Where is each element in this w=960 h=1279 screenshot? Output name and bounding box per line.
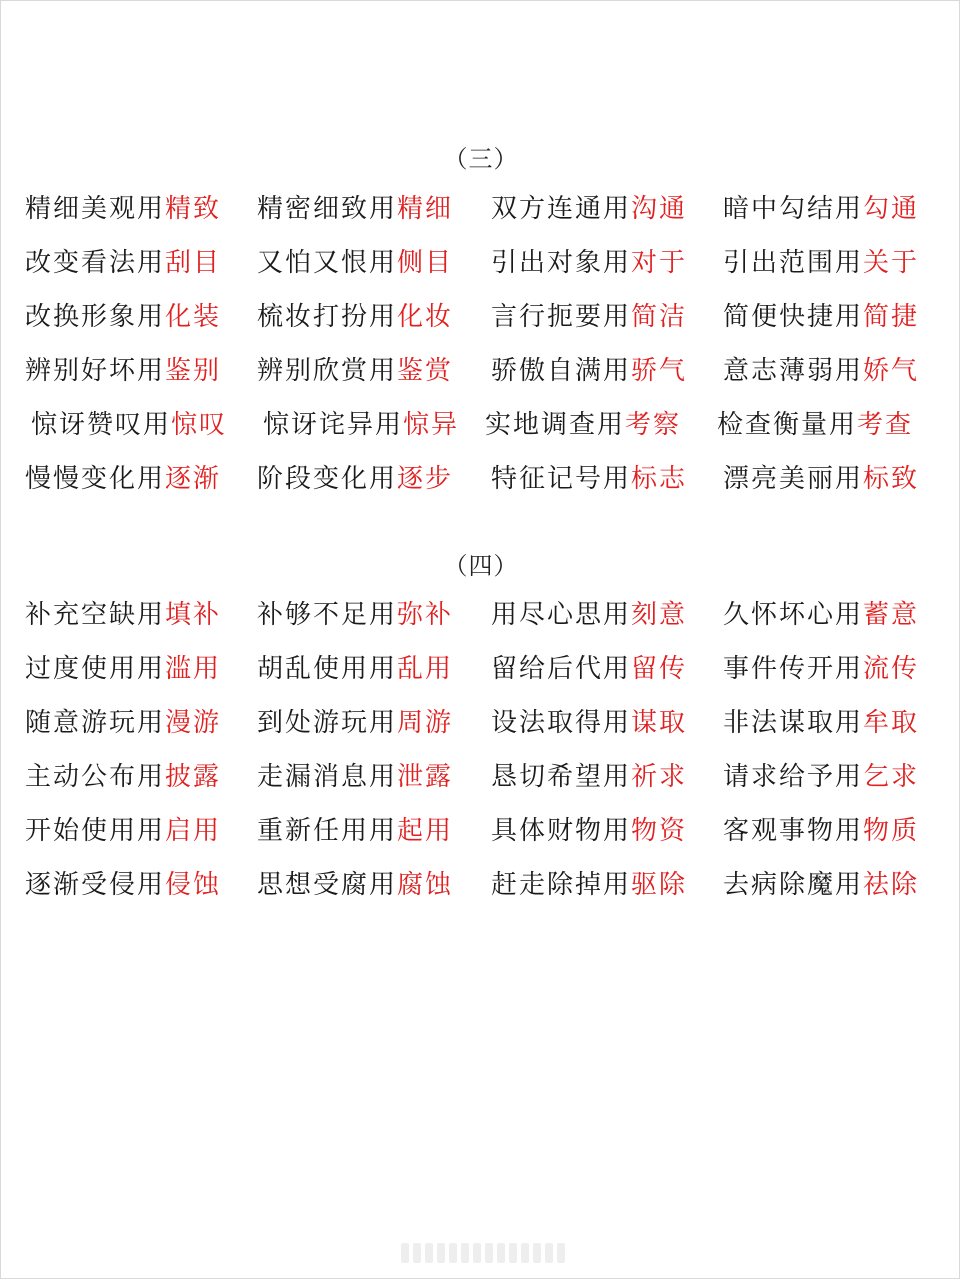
target-word: 精细	[397, 194, 454, 224]
target-word: 对于	[631, 248, 688, 278]
target-word: 精致	[165, 194, 222, 224]
word-entry	[257, 703, 453, 743]
target-word: 关于	[863, 248, 920, 278]
target-word: 标致	[863, 464, 920, 494]
word-entry	[257, 297, 453, 337]
word-entry	[257, 865, 453, 905]
word-entry	[25, 703, 221, 743]
target-word: 鉴别	[165, 356, 222, 386]
definition-text: 走漏消息用	[257, 762, 398, 792]
target-word: 乱用	[397, 654, 454, 684]
definition-text: 慢慢变化用	[25, 464, 166, 494]
word-entry	[491, 351, 687, 391]
definition-text: 用尽心思用	[491, 600, 632, 630]
word-entry	[491, 595, 687, 635]
word-entry	[723, 459, 919, 499]
word-entry	[723, 351, 919, 391]
watermark	[401, 1241, 571, 1265]
definition-text: 意志薄弱用	[723, 356, 864, 386]
definition-text: 惊讶赞叹用	[31, 410, 172, 440]
target-word: 留传	[631, 654, 688, 684]
definition-text: 随意游玩用	[25, 708, 166, 738]
target-word: 沟通	[631, 194, 688, 224]
target-word: 标志	[631, 464, 688, 494]
word-entry	[25, 757, 221, 797]
word-entry	[257, 351, 453, 391]
word-entry	[31, 405, 227, 445]
target-word: 物质	[863, 816, 920, 846]
definition-text: 检查衡量用	[717, 410, 858, 440]
definition-text: 暗中勾结用	[723, 194, 864, 224]
target-word: 谋取	[631, 708, 688, 738]
definition-text: 主动公布用	[25, 762, 166, 792]
word-row	[1, 243, 960, 283]
word-entry	[723, 649, 919, 689]
definition-text: 漂亮美丽用	[723, 464, 864, 494]
definition-text: 非法谋取用	[723, 708, 864, 738]
word-entry	[723, 297, 919, 337]
target-word: 驱除	[631, 870, 688, 900]
word-entry	[723, 811, 919, 851]
definition-text: 双方连通用	[491, 194, 632, 224]
target-word: 流传	[863, 654, 920, 684]
definition-text: 简便快捷用	[723, 302, 864, 332]
definition-text: 辨别好坏用	[25, 356, 166, 386]
word-entry	[491, 811, 687, 851]
definition-text: 思想受腐用	[257, 870, 398, 900]
target-word: 泄露	[397, 762, 454, 792]
word-entry	[717, 405, 913, 445]
target-word: 娇气	[863, 356, 920, 386]
section-title: （三）	[443, 145, 519, 173]
definition-text: 久怀坏心用	[723, 600, 864, 630]
definition-text: 设法取得用	[491, 708, 632, 738]
word-entry	[723, 595, 919, 635]
word-entry	[491, 757, 687, 797]
definition-text: 改换形象用	[25, 302, 166, 332]
word-entry	[723, 189, 919, 229]
word-row	[1, 405, 960, 445]
definition-text: 引出对象用	[491, 248, 632, 278]
word-entry	[257, 595, 453, 635]
word-row	[1, 865, 960, 905]
target-word: 填补	[165, 600, 222, 630]
target-word: 周游	[397, 708, 454, 738]
target-word: 骄气	[631, 356, 688, 386]
target-word: 牟取	[863, 708, 920, 738]
target-word: 惊叹	[171, 410, 228, 440]
word-entry	[257, 811, 453, 851]
definition-text: 留给后代用	[491, 654, 632, 684]
definition-text: 到处游玩用	[257, 708, 398, 738]
definition-text: 言行扼要用	[491, 302, 632, 332]
word-entry	[257, 459, 453, 499]
word-entry	[723, 757, 919, 797]
word-row	[1, 811, 960, 851]
definition-text: 逐渐受侵用	[25, 870, 166, 900]
target-word: 考察	[625, 410, 682, 440]
word-row	[1, 459, 960, 499]
definition-text: 补充空缺用	[25, 600, 166, 630]
word-row	[1, 297, 960, 337]
definition-text: 去病除魔用	[723, 870, 864, 900]
target-word: 腐蚀	[397, 870, 454, 900]
word-entry	[25, 865, 221, 905]
word-entry	[257, 649, 453, 689]
word-row	[1, 189, 960, 229]
word-entry	[25, 243, 221, 283]
definition-text: 特征记号用	[491, 464, 632, 494]
word-entry	[491, 459, 687, 499]
definition-text: 又怕又恨用	[257, 248, 398, 278]
word-row	[1, 351, 960, 391]
definition-text: 改变看法用	[25, 248, 166, 278]
word-entry	[25, 459, 221, 499]
definition-text: 惊讶诧异用	[263, 410, 404, 440]
definition-text: 开始使用用	[25, 816, 166, 846]
word-entry	[263, 405, 459, 445]
target-word: 逐步	[397, 464, 454, 494]
word-entry	[723, 865, 919, 905]
target-word: 惊异	[403, 410, 460, 440]
definition-text: 客观事物用	[723, 816, 864, 846]
target-word: 刻意	[631, 600, 688, 630]
word-entry	[491, 297, 687, 337]
target-word: 逐渐	[165, 464, 222, 494]
word-row	[1, 703, 960, 743]
definition-text: 胡乱使用用	[257, 654, 398, 684]
word-row	[1, 595, 960, 635]
word-entry	[25, 649, 221, 689]
word-row	[1, 757, 960, 797]
target-word: 刮目	[165, 248, 222, 278]
word-entry	[491, 243, 687, 283]
target-word: 滥用	[165, 654, 222, 684]
word-entry	[491, 703, 687, 743]
target-word: 祈求	[631, 762, 688, 792]
definition-text: 梳妆打扮用	[257, 302, 398, 332]
target-word: 简捷	[863, 302, 920, 332]
target-word: 弥补	[397, 600, 454, 630]
word-entry	[25, 595, 221, 635]
target-word: 化装	[165, 302, 222, 332]
definition-text: 赶走除掉用	[491, 870, 632, 900]
target-word: 侵蚀	[165, 870, 222, 900]
word-entry	[723, 703, 919, 743]
target-word: 勾通	[863, 194, 920, 224]
word-entry	[485, 405, 681, 445]
word-row	[1, 649, 960, 689]
word-entry	[491, 649, 687, 689]
definition-text: 补够不足用	[257, 600, 398, 630]
word-entry	[25, 351, 221, 391]
definition-text: 实地调查用	[485, 410, 626, 440]
definition-text: 具体财物用	[491, 816, 632, 846]
word-entry	[25, 189, 221, 229]
target-word: 祛除	[863, 870, 920, 900]
definition-text: 过度使用用	[25, 654, 166, 684]
word-entry	[25, 297, 221, 337]
definition-text: 精细美观用	[25, 194, 166, 224]
target-word: 披露	[165, 762, 222, 792]
target-word: 简洁	[631, 302, 688, 332]
word-entry	[257, 243, 453, 283]
target-word: 化妆	[397, 302, 454, 332]
word-entry	[25, 811, 221, 851]
target-word: 考查	[857, 410, 914, 440]
target-word: 侧目	[397, 248, 454, 278]
definition-text: 骄傲自满用	[491, 356, 632, 386]
word-entry	[257, 757, 453, 797]
target-word: 鉴赏	[397, 356, 454, 386]
target-word: 物资	[631, 816, 688, 846]
section-title: （四）	[443, 552, 519, 580]
definition-text: 辨别欣赏用	[257, 356, 398, 386]
target-word: 乞求	[863, 762, 920, 792]
word-entry	[491, 189, 687, 229]
definition-text: 恳切希望用	[491, 762, 632, 792]
definition-text: 事件传开用	[723, 654, 864, 684]
target-word: 漫游	[165, 708, 222, 738]
definition-text: 阶段变化用	[257, 464, 398, 494]
target-word: 起用	[397, 816, 454, 846]
target-word: 启用	[165, 816, 222, 846]
definition-text: 请求给予用	[723, 762, 864, 792]
definition-text: 引出范围用	[723, 248, 864, 278]
definition-text: 精密细致用	[257, 194, 398, 224]
definition-text: 重新任用用	[257, 816, 398, 846]
target-word: 蓄意	[863, 600, 920, 630]
word-entry	[257, 189, 453, 229]
word-entry	[491, 865, 687, 905]
word-entry	[723, 243, 919, 283]
